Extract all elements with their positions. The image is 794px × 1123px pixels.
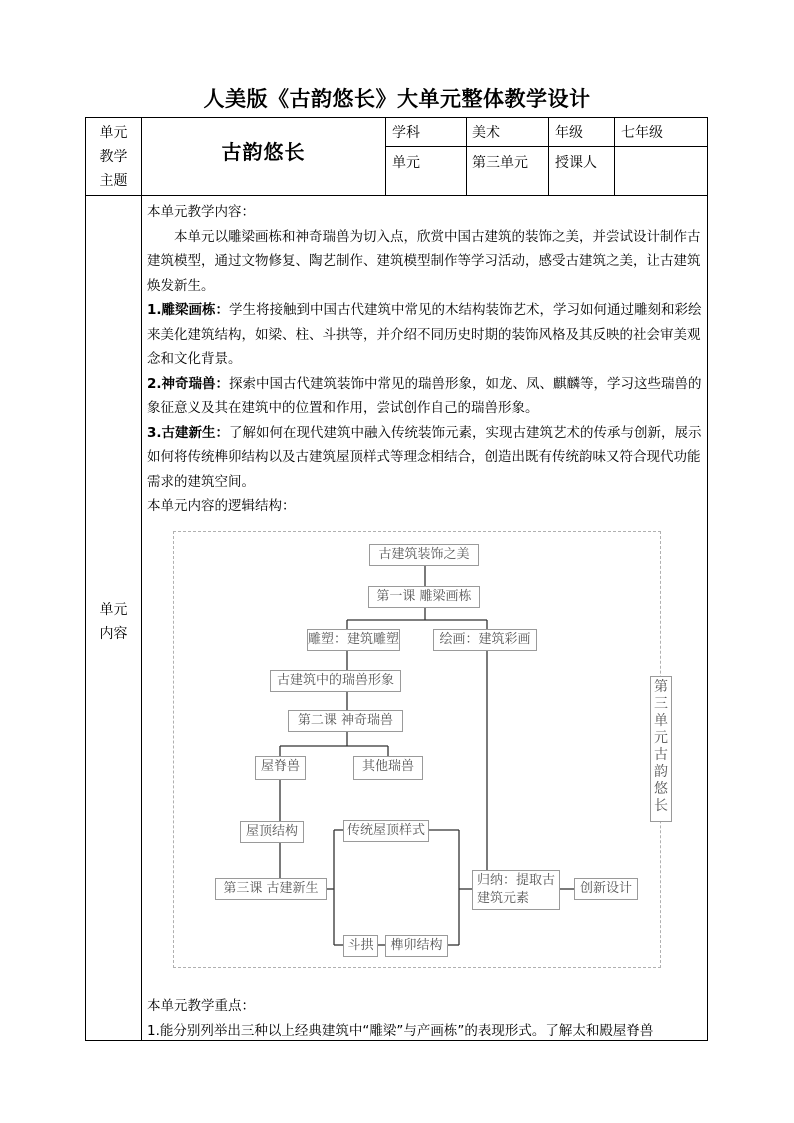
unit-content (147, 200, 707, 519)
unit-value: 第三单元 (472, 155, 528, 171)
diagram-node-dougong: 斗拱 (343, 935, 378, 957)
header-column-divider (614, 117, 615, 195)
document-title: 人美版《古韵悠长》大单元整体教学设计 (203, 87, 591, 111)
table-column-divider (141, 117, 142, 1041)
subject-label: 学科 (392, 125, 420, 141)
logic-heading: 本单元内容的逻辑结构： (147, 498, 296, 514)
content-item-label: 1.雕梁画栋： (147, 302, 230, 318)
content-item-label: 3.古建新生： (147, 424, 230, 441)
content-item (147, 298, 707, 372)
content-item-text: 探索中国古代建筑装饰中常见的瑞兽形象，如龙、凤、麒麟等，学习这些瑞兽的象征意义及其在建筑中的位置和作用，尝试创作自己的瑞兽形象。 (147, 375, 702, 416)
diagram-node-beasts: 古建筑中的瑞兽形象 (270, 670, 401, 692)
content-intro: 本单元以雕梁画栋和神奇瑞兽为切入点，欣赏中国古建筑的装饰之美，并尝试设计制作古建筑模型，通过文物修复、陶艺制作、建筑模型制作等学习活动，感受古建筑之美，让古建筑焕发新生。 (147, 228, 701, 294)
diagram-node-lesson1: 第一课 雕梁画栋 (368, 586, 480, 608)
logic-structure-diagram (173, 531, 668, 968)
diagram-node-root: 古建筑装饰之美 (369, 544, 479, 566)
table-border-right (707, 117, 708, 1041)
subject-value: 美术 (472, 125, 500, 141)
diagram-node-roof-structure: 屋顶结构 (240, 821, 304, 843)
diagram-node-summary: 归纳：提取古 建筑元素 (472, 870, 560, 910)
unit-topic: 古韵悠长 (221, 140, 306, 164)
grade-value: 七年级 (621, 125, 663, 141)
key-heading: 本单元教学重点： (147, 998, 255, 1014)
topic-label: 单元 教学 主题 (99, 125, 128, 189)
teacher-label: 授课人 (555, 155, 597, 171)
table-border-left (85, 117, 86, 1041)
header-row-divider (385, 146, 708, 147)
diagram-node-lesson2: 第二课 神奇瑞兽 (288, 710, 403, 732)
diagram-node-carving: 雕塑：建筑雕塑 (307, 629, 400, 651)
content-heading: 本单元教学内容： (147, 204, 255, 220)
key-item: 1.能分别列举出三种以上经典建筑中“雕梁”与产画栋”的表现形式。了解太和殿屋脊兽 (147, 1022, 654, 1039)
unit-label: 单元 (392, 155, 420, 171)
diagram-node-roof-style: 传统屋顶样式 (343, 820, 429, 842)
diagram-node-innovation: 创新设计 (574, 878, 638, 900)
diagram-side-label: 第三单元 古韵悠长 (650, 676, 672, 822)
content-item (147, 421, 707, 495)
content-item (147, 372, 707, 421)
diagram-node-painting: 绘画：建筑彩画 (433, 629, 537, 651)
content-label: 单元 内容 (99, 602, 128, 642)
diagram-node-lesson3: 第三课 古建新生 (215, 878, 327, 900)
table-row-divider (85, 195, 708, 196)
diagram-node-other-beast: 其他瑞兽 (353, 756, 423, 780)
key-points (147, 994, 707, 1043)
diagram-node-mortise: 榫卯结构 (385, 935, 448, 957)
grade-label: 年级 (555, 125, 583, 141)
header-column-divider (385, 117, 386, 195)
header-column-divider (548, 117, 549, 195)
content-item-label: 2.神奇瑞兽： (147, 375, 230, 392)
content-item-text: 学生将接触到中国古代建筑中常见的木结构装饰艺术，学习如何通过雕刻和彩绘来美化建筑结构，如梁、柱、斗拱等，并介绍不同历史时期的装饰风格及其反映的社会审美观念和文化背景。 (147, 302, 702, 367)
diagram-node-ridge-beast: 屋脊兽 (255, 756, 306, 780)
header-column-divider (466, 117, 467, 195)
content-item-text: 了解如何在现代建筑中融入传统装饰元素，实现古建筑艺术的传承与创新，展示如何将传统榫卯结构以及古建筑屋顶样式等理念相结合，创造出既有传统韵味又符合现代功能需求的建筑空间。 (147, 424, 702, 490)
